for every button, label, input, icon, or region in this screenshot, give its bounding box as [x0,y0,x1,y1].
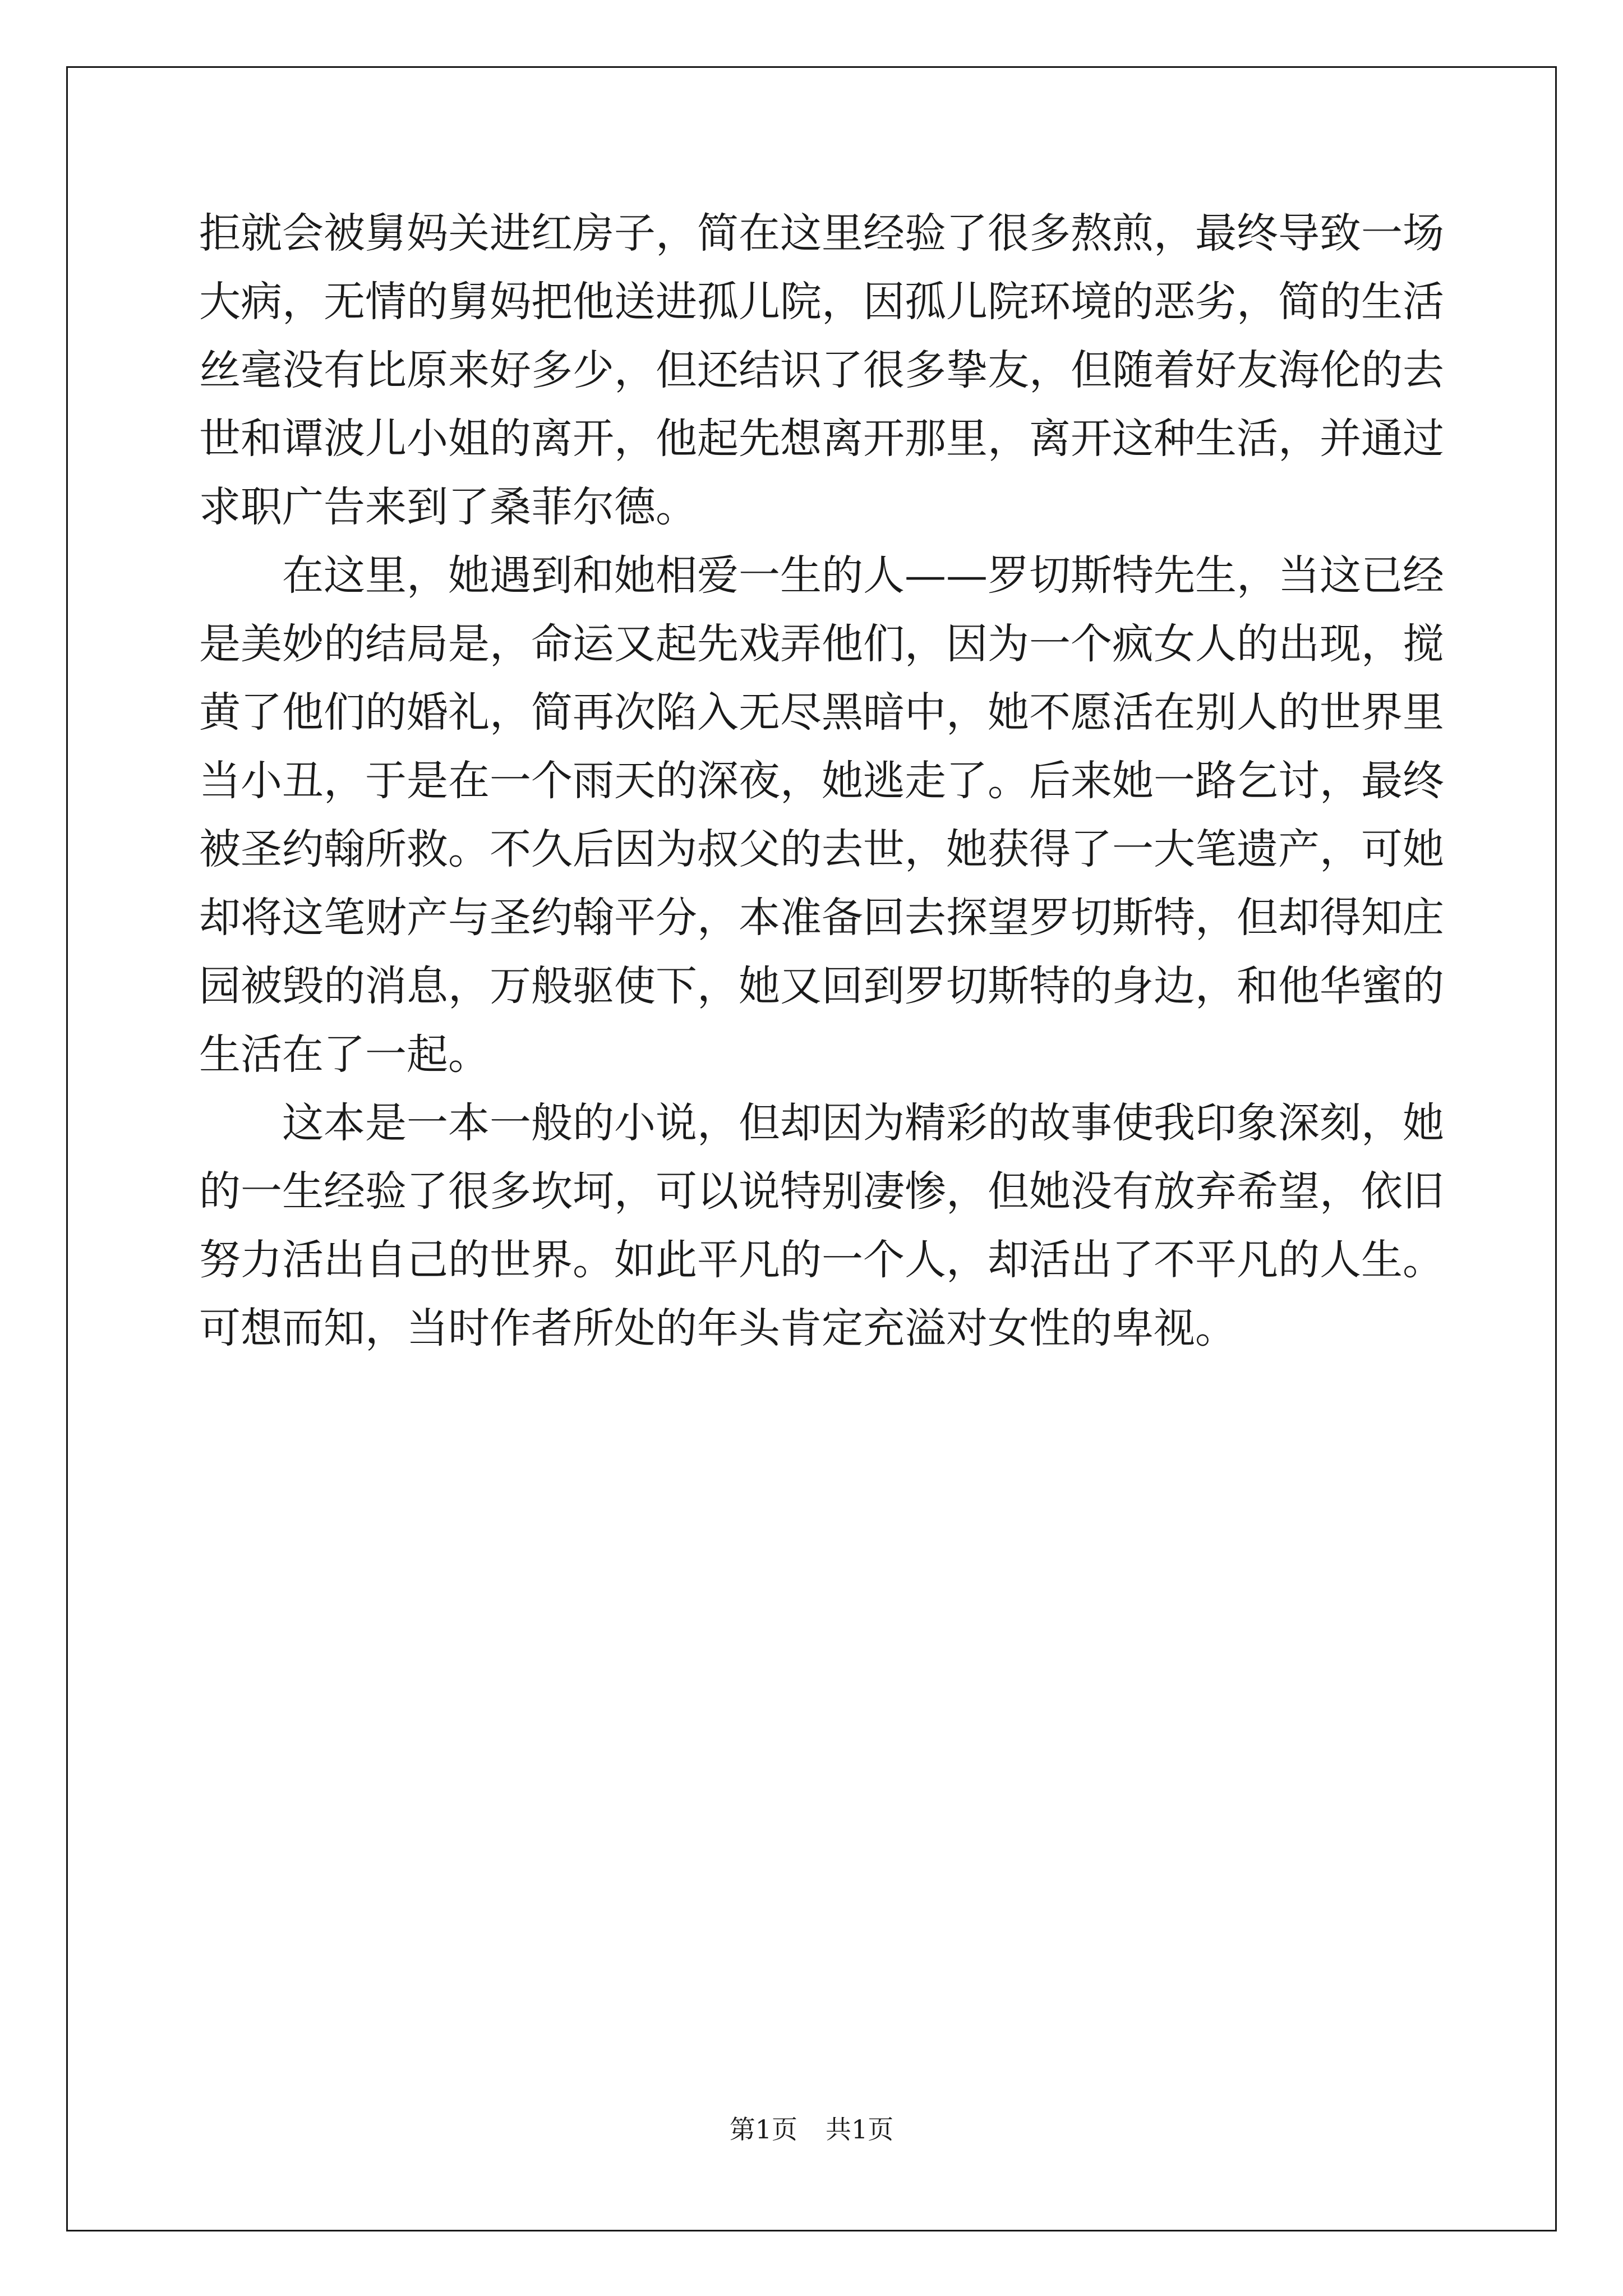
text-line: 生活在了一起。 [199,1030,490,1079]
paragraph-3 [199,1089,1444,1363]
paragraph-1 [199,199,1444,541]
text-line: 丝毫没有比原来好多少，但还结识了很多挚友，但随着好友海伦的去 [199,346,1444,394]
text-line: 的一生经验了很多坎坷，可以说特别凄惨，但她没有放弃希望，依旧 [199,1167,1444,1216]
text-line: 这本是一本一般的小说，但却因为精彩的故事使我印象深刻，她 [282,1099,1444,1147]
paragraph-2 [199,541,1444,1089]
text-line: 努力活出自己的世界。如此平凡的一个人，却活出了不平凡的人生。 [199,1236,1444,1284]
text-line: 却将这笔财产与圣约翰平分，本准备回去探望罗切斯特，但却得知庄 [199,894,1444,942]
text-line: 世和谭波儿小姐的离开，他起先想离开那里，离开这种生活，并通过 [199,415,1444,463]
text-line: 当小丑，于是在一个雨天的深夜，她逃走了。后来她一路乞讨，最终 [199,757,1444,805]
page-total: 共1页 [826,2114,894,2145]
text-line: 园被毁的消息，万般驱使下，她又回到罗切斯特的身边，和他华蜜的 [199,962,1444,1010]
text-line: 大病，无情的舅妈把他送进孤儿院，因孤儿院环境的恶劣，简的生活 [199,278,1444,326]
text-line: 可想而知，当时作者所处的年头肯定充溢对女性的卑视。 [199,1304,1237,1352]
document-body [199,199,1444,1363]
text-line: 求职广告来到了桑菲尔德。 [199,483,697,531]
text-line: 在这里，她遇到和她相爱一生的人——罗切斯特先生，当这已经 [282,551,1444,600]
text-line: 是美妙的结局是，命运又起先戏弄他们，因为一个疯女人的出现，搅 [199,620,1444,668]
text-line: 拒就会被舅妈关进红房子，简在这里经验了很多熬煎，最终导致一场 [199,209,1444,257]
page-number: 第1页 [729,2114,797,2145]
text-line: 被圣约翰所救。不久后因为叔父的去世，她获得了一大笔遗产，可她 [199,825,1444,873]
text-line: 黄了他们的婚礼，简再次陷入无尽黑暗中，她不愿活在别人的世界里 [199,688,1444,737]
page-footer [0,2109,1623,2146]
